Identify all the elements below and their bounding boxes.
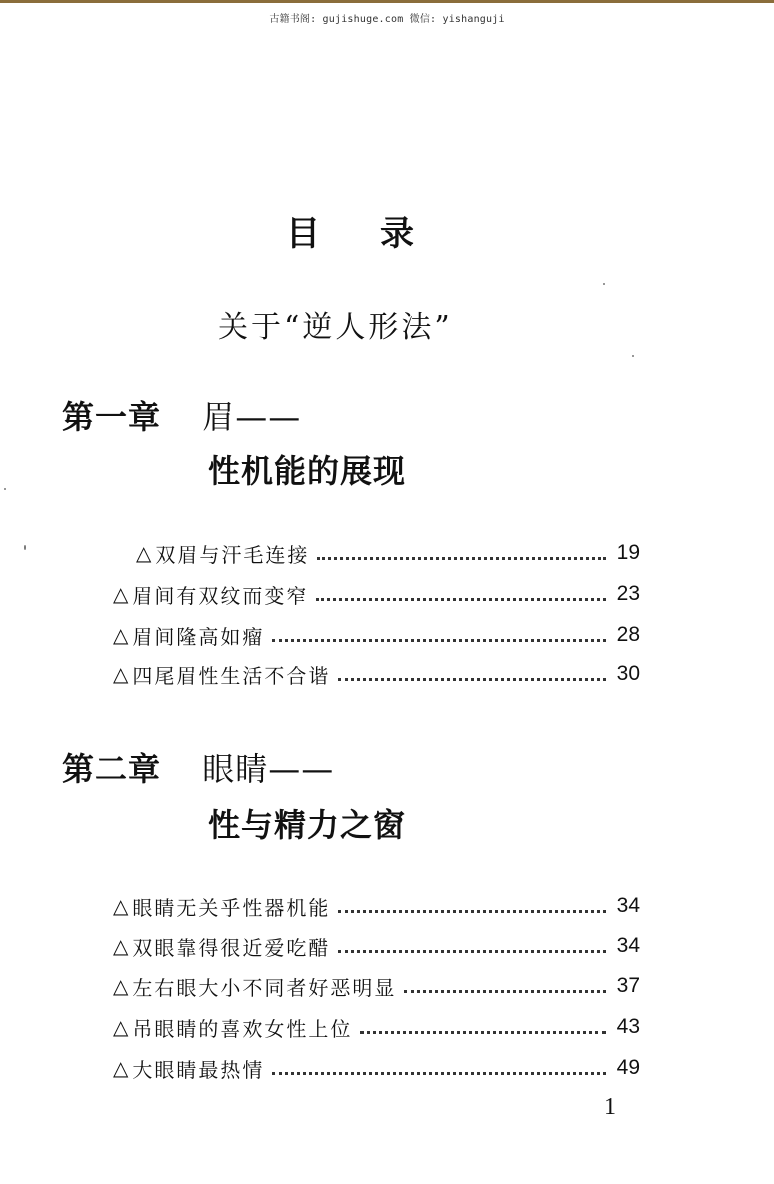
entry-title: 大眼睛最热情 (132, 1057, 265, 1082)
dot-leader (316, 596, 606, 601)
chapter-1-subtitle: 性机能的展现 (208, 452, 407, 490)
watermark-text: 古籍书阁: gujishuge.com 微信: yishanguji (269, 14, 505, 25)
entry-page: 19 (616, 541, 640, 564)
chapter-1-heading (62, 392, 301, 438)
top-border (0, 0, 774, 3)
dot-leader (272, 1070, 606, 1075)
scan-speck (4, 488, 6, 490)
entry-title: 左右眼大小不同者好恶明显 (132, 975, 397, 1000)
entry-page: 30 (616, 662, 640, 685)
dot-leader (404, 988, 606, 993)
triangle-icon: △ (113, 934, 131, 958)
chapter-2-heading (62, 744, 334, 790)
triangle-icon: △ (113, 1056, 131, 1080)
entry-title: 眉间有双纹而变窄 (132, 583, 309, 608)
toc-entry[interactable] (113, 972, 640, 1000)
dot-leader (338, 948, 606, 953)
toc-entry[interactable] (136, 539, 640, 567)
entry-title: 双眼靠得很近爱吃醋 (132, 935, 331, 960)
triangle-icon: △ (113, 582, 131, 606)
entry-page: 28 (616, 623, 640, 646)
entry-page: 43 (616, 1015, 640, 1038)
entry-page: 34 (616, 894, 640, 917)
toc-entry[interactable] (113, 1054, 640, 1082)
entry-page: 37 (616, 974, 640, 997)
entry-title: 四尾眉性生活不合谐 (132, 663, 331, 688)
scan-speck (603, 283, 605, 285)
dot-leader (338, 676, 606, 681)
chapter-2-name: 眼睛—— (202, 750, 335, 788)
entry-page: 34 (616, 934, 640, 957)
dot-leader (360, 1029, 606, 1034)
triangle-icon: △ (113, 974, 131, 998)
intro-heading: 关于“逆人形法” (218, 310, 453, 345)
chapter-1-label: 第一章 (62, 398, 162, 436)
scan-speck (632, 355, 634, 357)
entry-page: 49 (616, 1056, 640, 1079)
entry-title: 眉间隆高如瘤 (132, 624, 265, 649)
page-number: 1 (604, 1094, 616, 1120)
entry-title: 吊眼睛的喜欢女性上位 (132, 1016, 353, 1041)
triangle-icon: △ (113, 623, 131, 647)
entry-title: 双眉与汗毛连接 (155, 542, 310, 567)
entry-title: 眼睛无关乎性器机能 (132, 895, 331, 920)
triangle-icon: △ (113, 662, 131, 686)
toc-entry[interactable] (113, 580, 640, 608)
toc-entry[interactable] (113, 621, 640, 649)
toc-entry[interactable] (113, 1013, 640, 1041)
page-title: 目录 (286, 214, 474, 254)
chapter-2-label: 第二章 (62, 750, 162, 788)
triangle-icon: △ (113, 1015, 131, 1039)
scan-speck (24, 545, 26, 550)
triangle-icon: △ (136, 541, 154, 565)
chapter-2-subtitle: 性与精力之窗 (208, 806, 407, 844)
dot-leader (338, 908, 606, 913)
dot-leader (272, 637, 606, 642)
triangle-icon: △ (113, 894, 131, 918)
toc-entry[interactable] (113, 892, 640, 920)
dot-leader (317, 555, 606, 560)
toc-entry[interactable] (113, 932, 640, 960)
toc-entry[interactable] (113, 660, 640, 688)
entry-page: 23 (616, 582, 640, 605)
chapter-1-name: 眉—— (202, 398, 302, 436)
